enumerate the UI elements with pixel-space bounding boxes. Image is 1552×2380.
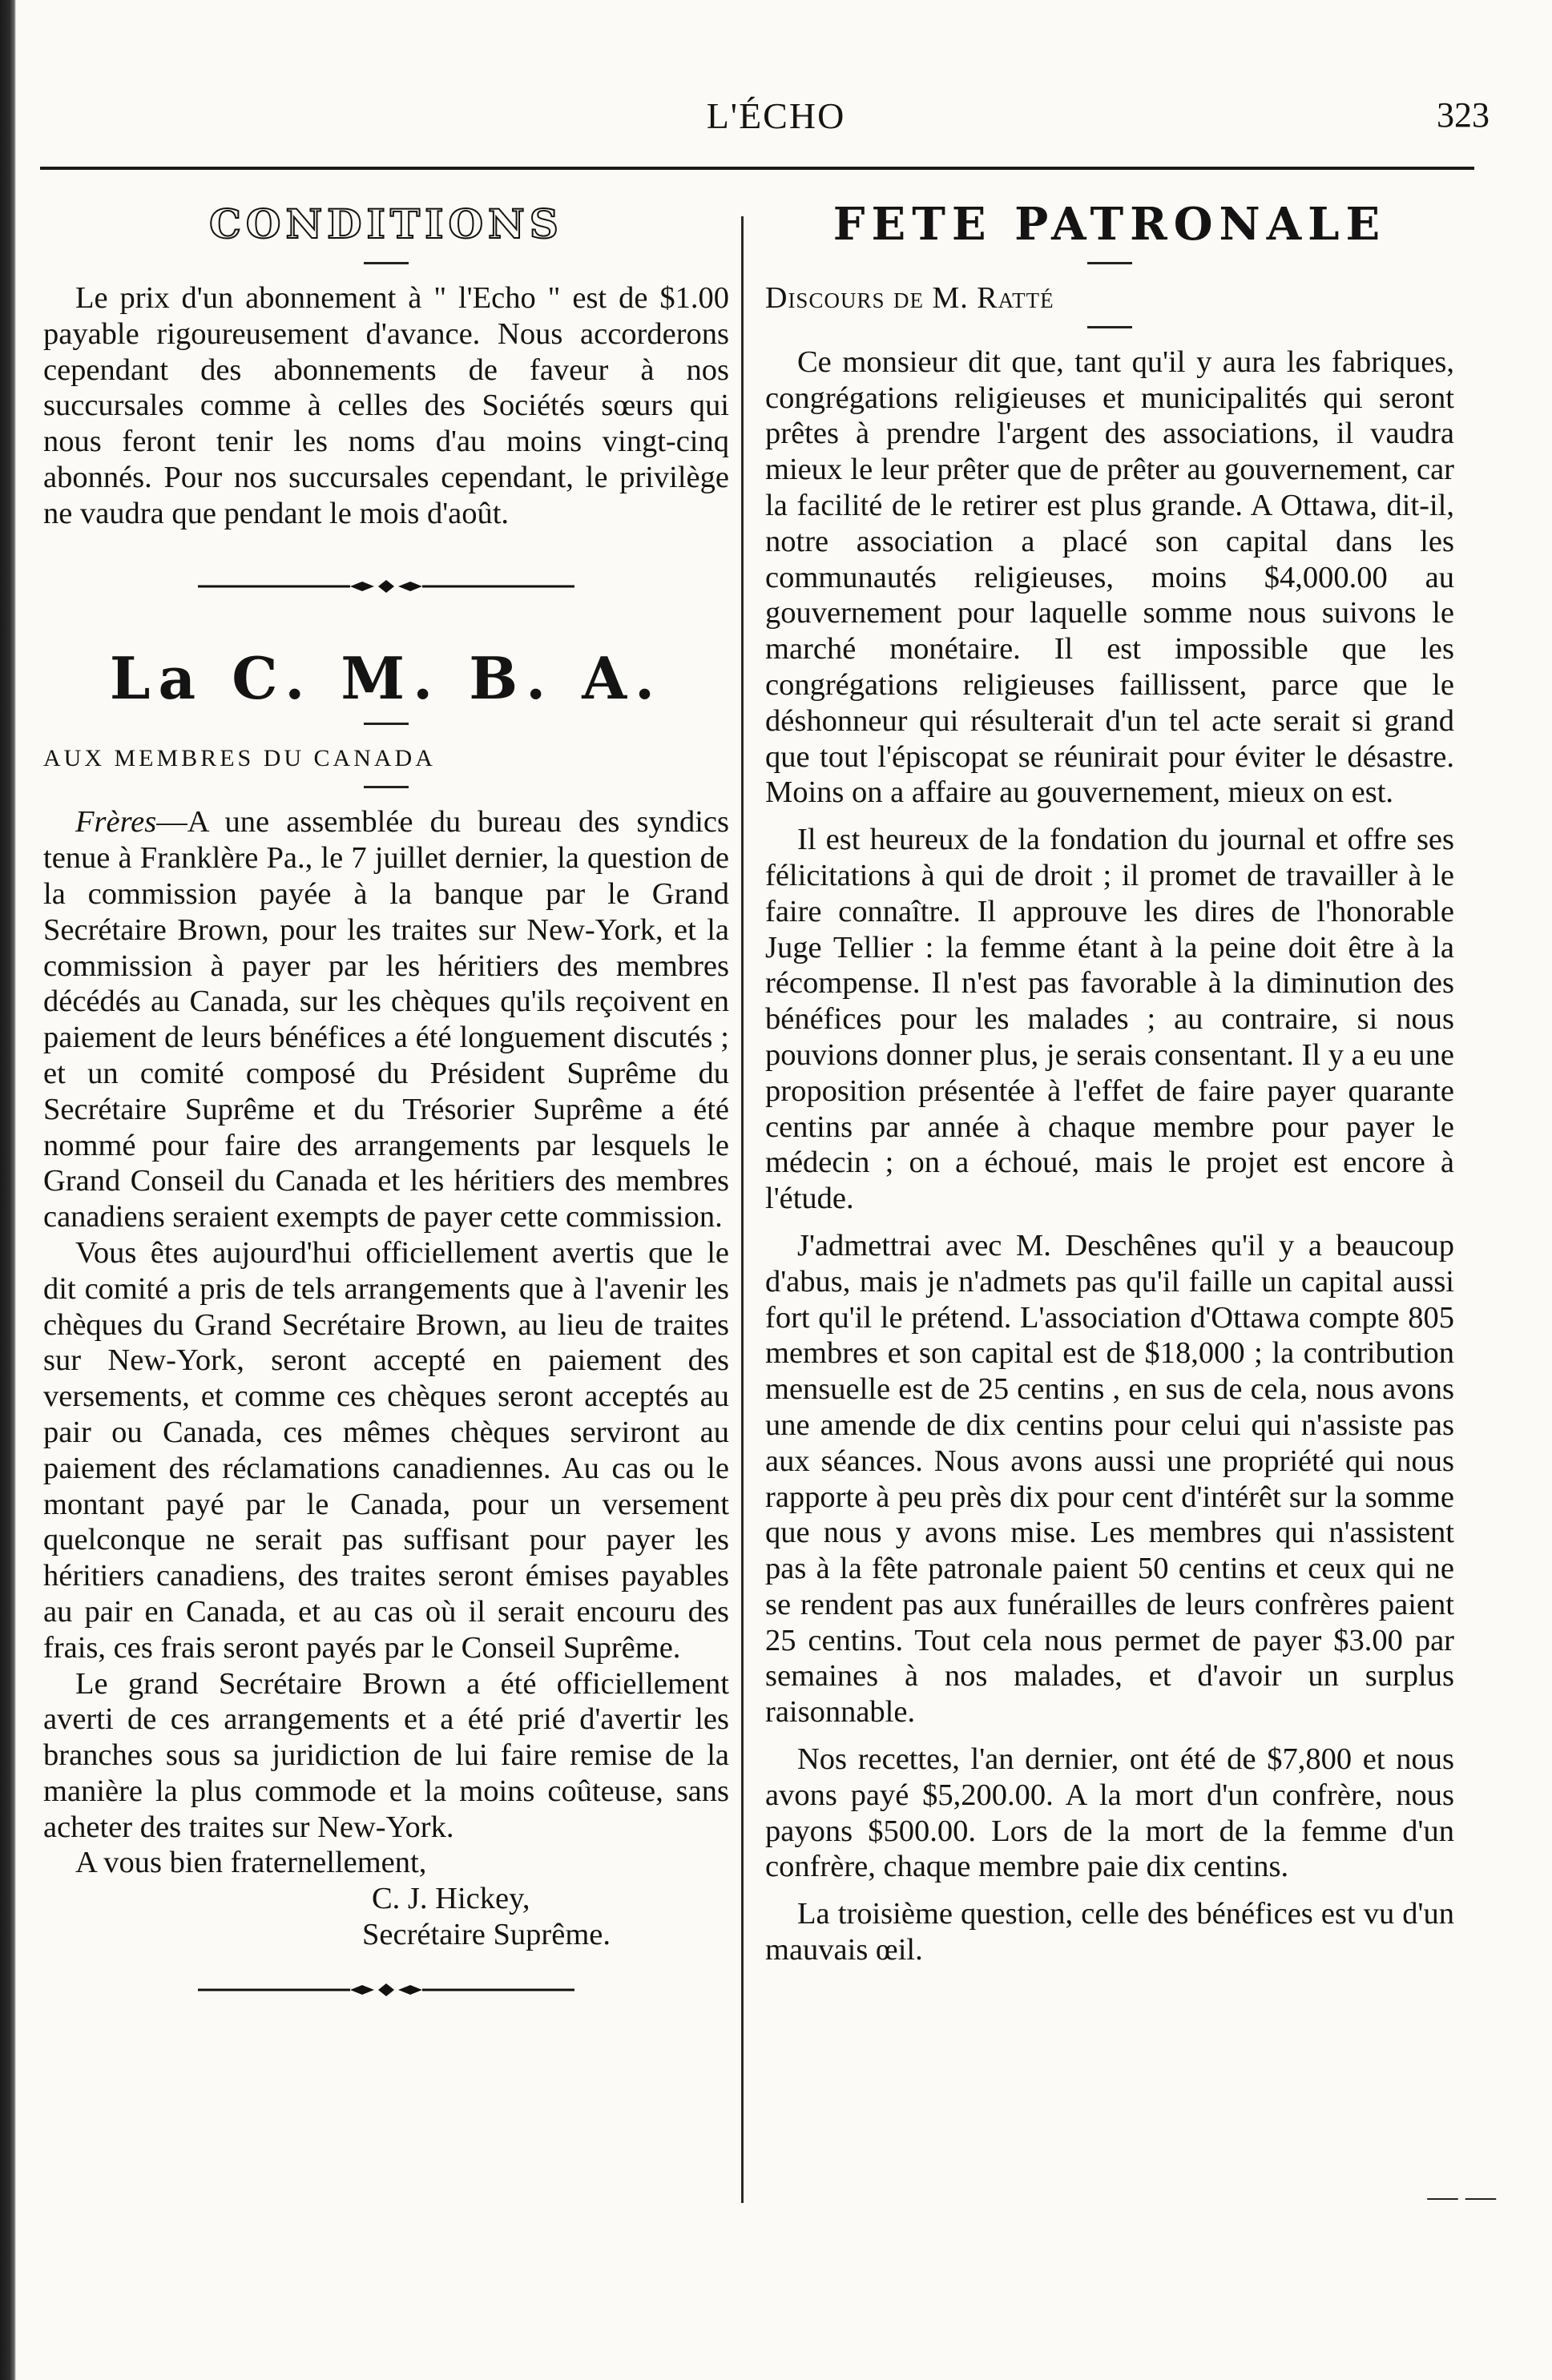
ornament-rule-icon: [198, 1980, 574, 1999]
letter-paragraph-3: Le grand Secrétaire Brown a été officiellement averti de ces arrangements et a été prié d'avertir les branches sous sa juridiction de lui faire remise de la manière la plus commode et la moins coûteuse, sans acheter des traites sur New-York.: [43, 1666, 729, 1844]
scanned-binding-edge: [0, 0, 16, 2380]
ornament-rule-icon: [198, 577, 574, 596]
speech-paragraph-3: J'admettrai avec M. Deschênes qu'il y a beaucoup d'abus, mais je n'admets pas qu'il faille un capital aussi fort qu'il le prétend. L'association d'Ottawa compte 805 membres et son capital est de $18,000 ; la contribution mensuelle est de 25 centins , en sus de cela, nous avons une amende de dix centins pour celui qui n'assiste pas aux séances. Nous avons aussi une propriété qui nous rapporte à peu près dix pour cent d'intérêt sur la somme que nous y avons mise. Les membres qui n'assistent pas à la fête patronale paient 50 centins et ceux qui ne se rendent pas aux funérailles de leurs confrères paient 25 centins. Tout cela nous permet de payer $3.00 par semaines à nos malades, et d'avoir un surplus raisonnable.: [765, 1228, 1454, 1730]
left-column: [43, 196, 729, 2048]
speech-paragraph-4: Nos recettes, l'an dernier, ont été de $7,800 et nous avons payé $5,200.00. A la mort d'un confrère, nous payons $500.00. Lors de la mort de la femme d'un confrère, chaque membre paie dix centins.: [765, 1742, 1454, 1884]
speech-paragraph-2: Il est heureux de la fondation du journal et offre ses félicitations à qui de droit ; il promet de travailler à le faire connaître. Il approuve les dires de l'honorable Juge Tellier : la femme étant à la peine doit être à la récompense. Il n'est pas favorable à la diminution des bénéfices pour les malades ; au contraire, si nous pouvions donner plus, je serais consentant. Il y a eu une proposition présentée à l'effet de faire payer quarante centins par année à chaque membre pour payer le médecin ; on a échoué, mais le projet est encore à l'étude.: [765, 823, 1454, 1216]
letter-paragraph-2: Vous êtes aujourd'hui officiellement avertis que le dit comité a pris de tels arrangements que à l'avenir les chèques du Grand Secrétaire Brown, au lieu de traites sur New-York, seront accepté en paiement des versements, et comme ces chèques seront acceptés au pair ou Canada, ces mêmes chèques serviront au paiement des réclamations canadiennes. Au cas ou le montant payé par le Canada, pour un versement quelconque ne serait pas suffisant pour payer les héritiers canadiens, des traites seront émises payables au pair en Canada, et au cas où il serait encouru des frais, ces frais seront payés par le Conseil Suprême.: [43, 1235, 729, 1665]
conditions-paragraph: Le prix d'un abonnement à " l'Echo " est de $1.00 payable rigoureusement d'avance. Nous accorderons cependant des abonnements de faveur à nos succursales comme à celles des Sociétés sœurs qui nous feront tenir les noms d'au moins vingt-cinq abonnés. Pour nos succursales cependant, le privilège ne vaudra que pendant le mois d'août.: [43, 281, 729, 530]
right-column: [765, 196, 1454, 1968]
letter-paragraph-1-text: —A une assemblée du bureau des syndics tenue à Franklère Pa., le 7 juillet dernier, la question de la commission payée à la banque par le Grand Secrétaire Brown, pour les traites sur New-York, et la commission à payer par les héritiers des membres décédés au Canada, sur les chèques qu'ils reçoivent en paiement de leurs bénéfices a été longuement discutés ; et un comité composé du Président Suprême du Secrétaire Suprême et du Trésorier Suprême a été nommé pour faire des arrangements par lesquels le Grand Conseil du Canada et les héritiers des membres canadiens seraient exempts de payer cette commission.: [43, 805, 729, 1234]
speech-paragraph-5: La troisième question, celle des bénéfices est vu d'un mauvais œil.: [765, 1897, 1454, 1967]
cmba-rule: [364, 723, 409, 725]
discours-rule: [1087, 326, 1132, 328]
conditions-rule: [364, 262, 409, 264]
fete-heading: FETE PATRONALE: [832, 198, 1387, 251]
letter-closing: A vous bien fraternellement,: [75, 1846, 427, 1880]
column-divider: [741, 216, 744, 2203]
fete-rule: [1087, 262, 1132, 264]
signature-title: Secrétaire Suprême.: [362, 1918, 611, 1952]
cmba-subtitle-rule: [364, 786, 409, 788]
letter-salutation: Frères: [75, 805, 157, 840]
letter-paragraph-1: [43, 804, 729, 1235]
discours-subtitle: Discours de M. Ratté: [765, 281, 1054, 315]
signature-name: C. J. Hickey,: [372, 1882, 530, 1916]
cmba-subtitle: AUX MEMBRES DU CANADA: [43, 744, 436, 771]
conditions-heading: CONDITIONS: [209, 200, 563, 248]
speech-paragraph-1: Ce monsieur dit que, tant qu'il y aura les fabriques, congrégations religieuses et municipalités qui seront prêtes à prendre l'argent des associations, il vaudra mieux le leur prêter que de prêter au gouvernement, car la facilité de le retirer est plus grande. A Ottawa, dit-il, notre association a placé son capital dans les communautés religieuses, moins $4,000.00 au gouvernement pour laquelle somme nous suivons le marché monétaire. Il est impossible que les congrégations religieuses faillissent, parce que le déshonneur qui résulterait d'un tel acte serait si grand que tout l'épiscopat se réunirait pour éviter le désastre. Moins on a affaire au gouvernement, mieux on est.: [765, 344, 1454, 810]
page-number: 323: [1437, 95, 1490, 135]
ornamental-divider-bottom: [43, 1980, 729, 1999]
ornamental-divider: [43, 577, 729, 596]
page-header-title: L'ÉCHO: [706, 95, 846, 136]
cmba-heading: La C. M. B. A.: [109, 643, 663, 712]
header-rule: [40, 167, 1474, 170]
corner-mark: — —: [1427, 2180, 1496, 2213]
